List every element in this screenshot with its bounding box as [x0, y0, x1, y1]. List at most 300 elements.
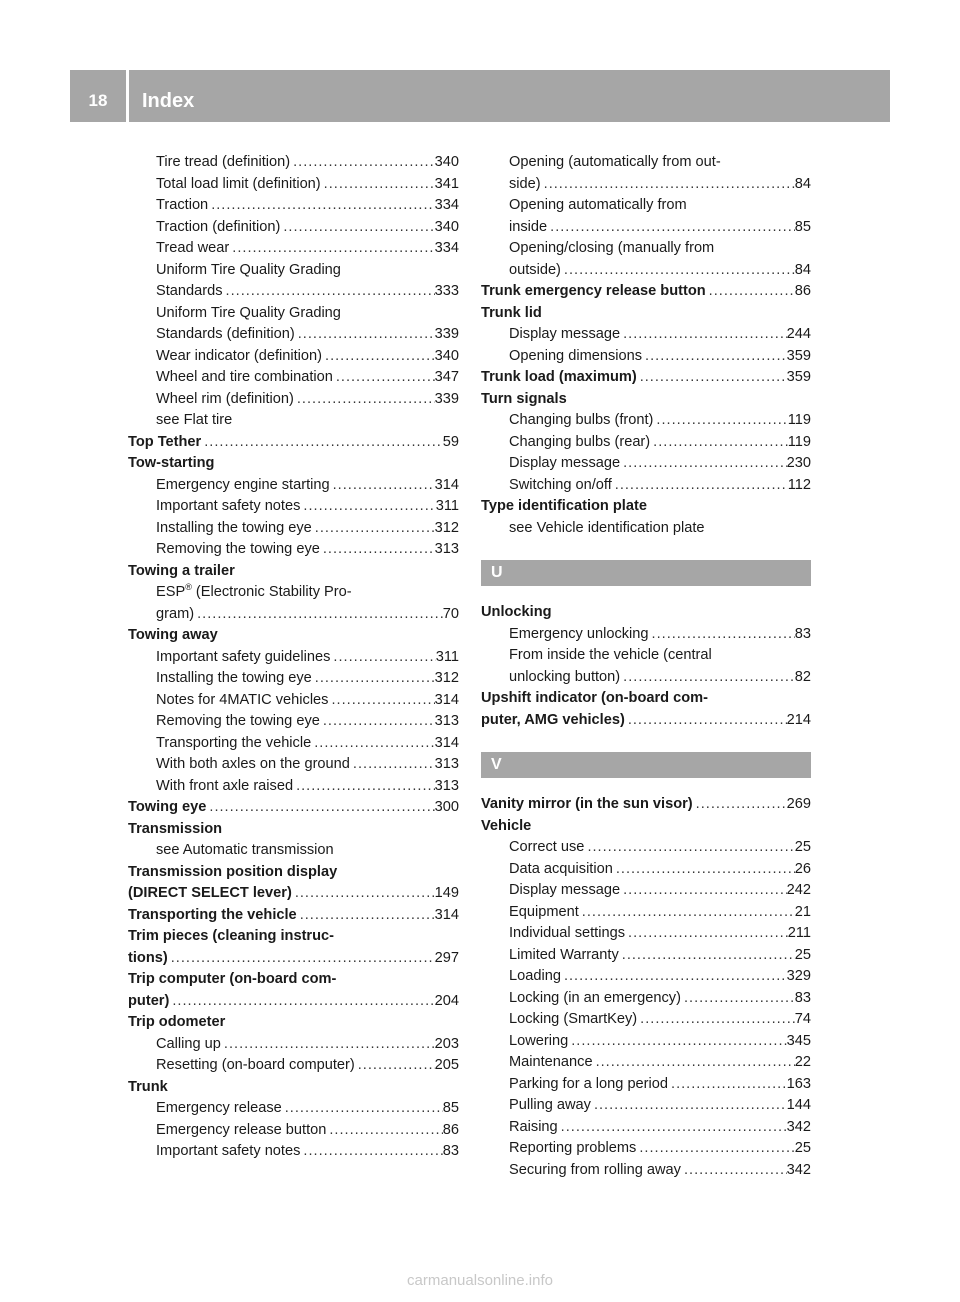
index-subentry — [481, 195, 811, 217]
entry-text: Individual settings — [509, 925, 626, 941]
index-subentry — [128, 217, 459, 239]
index-subentry — [481, 880, 811, 902]
dot-leader — [169, 991, 434, 1013]
entry-text: Important safety guidelines — [156, 648, 331, 665]
entry-text: Uniform Tire Quality Grading — [156, 304, 341, 321]
entry-text: Switching on/off — [509, 476, 612, 493]
page-reference: 163 — [786, 1075, 811, 1092]
index-entry — [128, 819, 459, 841]
page-reference: 340 — [434, 347, 459, 364]
dot-leader — [282, 1098, 443, 1120]
entry-text: Resetting (on-board computer) — [156, 1057, 355, 1073]
index-subentry — [481, 645, 811, 667]
entry-text: Raising — [509, 1118, 558, 1135]
index-subentry — [128, 152, 459, 174]
index-subentry — [128, 840, 459, 862]
page-reference: 342 — [786, 1161, 811, 1178]
entry-text: Notes for 4MATIC vehicles — [156, 691, 329, 708]
index-subentry — [128, 303, 459, 325]
page-reference: 86 — [442, 1121, 459, 1138]
page-reference: 359 — [786, 347, 811, 364]
index-subentry — [481, 324, 811, 346]
index-subentry — [481, 518, 811, 540]
index-entry — [128, 905, 459, 927]
dot-leader — [330, 647, 435, 669]
entry-text: Wear indicator (definition) — [156, 347, 323, 364]
index-subentry — [481, 1160, 811, 1182]
dot-leader — [221, 1034, 435, 1056]
dot-leader — [541, 174, 795, 196]
page-reference: 314 — [434, 906, 459, 923]
page-reference: 314 — [434, 734, 459, 751]
page-reference: 149 — [434, 885, 459, 901]
page-reference: 214 — [786, 711, 811, 728]
page-reference: 84 — [794, 175, 811, 192]
dot-leader — [208, 195, 434, 217]
page-reference: 112 — [787, 476, 811, 493]
dot-leader — [620, 880, 787, 902]
entry-text: Towing a trailer — [128, 562, 235, 579]
dot-leader — [613, 859, 795, 881]
page-reference: 269 — [786, 796, 811, 812]
page-reference: 314 — [434, 476, 459, 493]
dot-leader — [297, 905, 435, 927]
entry-text: Display message — [509, 455, 621, 471]
entry-text: Turn signals — [481, 390, 567, 407]
index-subentry — [128, 733, 459, 755]
index-entry — [481, 602, 811, 624]
dot-leader — [223, 281, 435, 303]
page-reference: 82 — [794, 668, 811, 685]
dot-leader — [300, 496, 435, 518]
index-column-left — [128, 152, 459, 1163]
entry-text: Type identification plate — [481, 498, 647, 514]
entry-text: Display message — [509, 326, 621, 342]
dot-leader — [568, 1031, 786, 1053]
index-subentry — [481, 152, 811, 174]
page-reference: 359 — [786, 369, 811, 385]
entry-text: Vanity mirror (in the sun visor) — [481, 796, 693, 812]
entry-text: gram) — [156, 605, 195, 622]
index-subentry — [128, 346, 459, 368]
index-entry — [128, 926, 459, 948]
page-reference: 339 — [434, 326, 459, 342]
entry-text: Top Tether — [128, 433, 202, 450]
index-subentry — [481, 217, 811, 239]
page-reference: 119 — [787, 412, 811, 428]
entry-text: Reporting problems — [509, 1140, 637, 1156]
page-reference: 313 — [434, 777, 459, 794]
page-reference: 86 — [794, 283, 811, 299]
dot-leader — [619, 945, 795, 967]
entry-text: Removing the towing eye — [156, 541, 320, 557]
index-entry — [128, 797, 459, 819]
dot-leader — [561, 260, 795, 282]
entry-text: Loading — [509, 968, 561, 984]
entry-text-prefix: ESP — [156, 584, 186, 600]
dot-leader — [620, 667, 795, 689]
entry-text: Emergency engine starting — [156, 476, 330, 493]
index-subentry — [128, 260, 459, 282]
page-reference: 314 — [434, 691, 459, 708]
index-subentry — [481, 410, 811, 432]
index-subentry — [481, 453, 811, 475]
index-subentry — [481, 859, 811, 881]
index-subentry — [128, 1141, 459, 1163]
index-subentry — [481, 1009, 811, 1031]
entry-text: Changing bulbs (front) — [509, 412, 654, 428]
index-subentry — [481, 624, 811, 646]
page-reference: 211 — [787, 925, 811, 941]
entry-text: Towing eye — [128, 799, 207, 815]
index-entry — [128, 432, 459, 454]
page-reference: 340 — [434, 154, 459, 170]
entry-text-suffix: (Electronic Stability Pro- — [191, 584, 352, 600]
entry-text: Transporting the vehicle — [156, 734, 312, 751]
entry-text: Opening dimensions — [509, 347, 643, 364]
dot-leader — [706, 281, 795, 303]
entry-text: unlocking button) — [509, 668, 621, 685]
entry-text: Trip odometer — [128, 1014, 226, 1030]
dot-leader — [612, 475, 788, 497]
page-reference: 329 — [786, 968, 811, 984]
page-reference: 83 — [794, 625, 811, 642]
index-subentry — [481, 966, 811, 988]
index-entry — [481, 389, 811, 411]
dot-leader — [322, 346, 435, 368]
index-subentry — [481, 923, 811, 945]
page-reference: 119 — [787, 433, 811, 450]
page-reference: 85 — [442, 1100, 459, 1116]
entry-text: Limited Warranty — [509, 946, 619, 963]
entry-text: Total load limit (definition) — [156, 175, 321, 192]
dot-leader — [681, 988, 795, 1010]
entry-text: Standards — [156, 283, 223, 299]
entry-text: Wheel and tire combination — [156, 369, 333, 385]
index-subentry — [128, 410, 459, 432]
entry-text: With both axles on the ground — [156, 756, 350, 772]
entry-text: Securing from rolling away — [509, 1161, 681, 1178]
entry-text: Important safety notes — [156, 498, 301, 514]
index-subentry — [481, 174, 811, 196]
entry-text: Emergency release — [156, 1100, 282, 1116]
entry-text: Unlocking — [481, 604, 552, 620]
entry-text: Maintenance — [509, 1054, 593, 1070]
page-reference: 203 — [434, 1035, 459, 1052]
entry-text: Correct use — [509, 839, 585, 855]
page-reference: 311 — [435, 498, 459, 514]
dot-leader — [206, 797, 434, 819]
index-subentry — [481, 260, 811, 282]
index-entry — [128, 883, 459, 905]
index-entry — [128, 969, 459, 991]
index-subentry — [481, 432, 811, 454]
page-reference: 312 — [434, 519, 459, 536]
page-reference: 26 — [794, 860, 811, 877]
page-reference: 85 — [794, 218, 811, 235]
entry-text: Tow-starting — [128, 455, 215, 471]
dot-leader — [681, 1160, 787, 1182]
entry-text: Upshift indicator (on-board com- — [481, 690, 709, 706]
page-reference: 59 — [442, 433, 459, 450]
index-subentry — [128, 604, 459, 626]
index-subentry — [481, 238, 811, 260]
dot-leader — [300, 1141, 442, 1163]
index-subentry — [481, 346, 811, 368]
index-subentry — [481, 902, 811, 924]
dot-leader — [333, 367, 435, 389]
page-reference: 84 — [794, 261, 811, 278]
page-header — [70, 70, 890, 122]
index-subentry — [481, 988, 811, 1010]
dot-leader — [636, 1138, 794, 1160]
section-title: Index — [142, 90, 195, 112]
page-reference: 313 — [434, 713, 459, 729]
index-entry — [128, 1012, 459, 1034]
page-reference: 74 — [794, 1011, 811, 1027]
page-number: 18 — [88, 91, 108, 110]
entry-text: Lowering — [509, 1032, 569, 1049]
page-reference: 70 — [442, 605, 459, 622]
index-subentry — [128, 668, 459, 690]
page-reference: 340 — [434, 218, 459, 235]
page-reference: 345 — [786, 1032, 811, 1049]
page-reference: 244 — [786, 326, 811, 342]
entry-text: Changing bulbs (rear) — [509, 433, 651, 450]
entry-text: Tread wear — [156, 240, 230, 256]
index-subentry — [481, 475, 811, 497]
entry-text: Opening/closing (manually from — [509, 240, 715, 256]
index-subentry — [128, 1055, 459, 1077]
index-entry — [128, 561, 459, 583]
dot-leader — [293, 776, 435, 798]
index-subentry — [481, 1031, 811, 1053]
index-subentry — [128, 1120, 459, 1142]
dot-leader — [201, 432, 443, 454]
index-subentry — [128, 389, 459, 411]
index-subentry — [128, 754, 459, 776]
watermark: carmanualsonline.info — [407, 1272, 553, 1289]
entry-text: inside — [509, 218, 548, 235]
index-entry — [481, 794, 811, 816]
entry-text: Tire tread (definition) — [156, 154, 291, 170]
entry-text: see Flat tire — [156, 412, 233, 428]
index-subentry — [128, 195, 459, 217]
entry-text: Transporting the vehicle — [128, 906, 297, 923]
entry-text: Uniform Tire Quality Grading — [156, 261, 341, 278]
dot-leader — [620, 324, 787, 346]
index-subentry — [128, 647, 459, 669]
page-reference: 342 — [786, 1118, 811, 1135]
dot-leader — [328, 690, 434, 712]
index-subentry — [128, 776, 459, 798]
index-subentry — [481, 1117, 811, 1139]
page-reference: 25 — [794, 946, 811, 963]
index-subentry — [128, 1098, 459, 1120]
page-reference: 25 — [794, 839, 811, 855]
dot-leader — [649, 624, 795, 646]
page-reference: 300 — [434, 799, 459, 815]
index-entry — [128, 625, 459, 647]
dot-leader — [693, 794, 787, 816]
entry-text: Trim pieces (cleaning instruc- — [128, 928, 334, 944]
page-reference: 312 — [434, 670, 459, 686]
entry-text: Emergency release button — [156, 1121, 327, 1138]
entry-text: Removing the towing eye — [156, 713, 320, 729]
page-reference: 83 — [442, 1143, 459, 1159]
registered-mark: ® — [185, 582, 192, 592]
page-reference: 313 — [434, 756, 459, 772]
entry-text: From inside the vehicle (central — [509, 647, 712, 663]
entry-text: Calling up — [156, 1035, 221, 1052]
page-reference: 347 — [434, 369, 459, 385]
dot-leader — [561, 966, 787, 988]
dot-leader — [620, 453, 787, 475]
index-subentry — [128, 1034, 459, 1056]
page-reference: 230 — [786, 455, 811, 471]
dot-leader — [326, 1120, 442, 1142]
entry-text: Transmission position display — [128, 863, 338, 880]
dot-leader — [294, 389, 435, 411]
dot-leader — [295, 324, 435, 346]
page-reference: 297 — [434, 949, 459, 966]
entry-text: side) — [509, 175, 541, 192]
index-subentry — [128, 238, 459, 260]
entry-text: Pulling away — [509, 1097, 591, 1113]
dot-leader — [320, 711, 435, 733]
dot-leader — [312, 668, 435, 690]
index-entry — [481, 303, 811, 325]
index-subentry — [128, 324, 459, 346]
entry-text: Transmission — [128, 820, 223, 837]
index-entry — [481, 367, 811, 389]
entry-text: Display message — [509, 882, 621, 898]
index-subentry — [481, 1052, 811, 1074]
index-entry — [481, 281, 811, 303]
entry-text: puter) — [128, 992, 170, 1009]
index-subentry — [128, 281, 459, 303]
index-subentry — [481, 667, 811, 689]
entry-text: puter, AMG vehicles) — [481, 711, 625, 728]
entry-text: (DIRECT SELECT lever) — [128, 885, 292, 901]
index-entry — [128, 862, 459, 884]
page-reference: 311 — [435, 648, 459, 665]
entry-text: Vehicle — [481, 817, 532, 834]
page-reference: 333 — [434, 283, 459, 299]
entry-text: Equipment — [509, 903, 579, 920]
index-entry — [128, 948, 459, 970]
entry-text: Locking (SmartKey) — [509, 1011, 638, 1027]
dot-leader — [168, 948, 435, 970]
index-entry — [128, 453, 459, 475]
index-subentry — [481, 945, 811, 967]
dot-leader — [625, 923, 788, 945]
page-reference: 334 — [434, 240, 459, 256]
entry-text: see Vehicle identification plate — [509, 519, 705, 536]
entry-text: Opening automatically from — [509, 197, 687, 213]
entry-text: Opening (automatically from out- — [509, 154, 721, 170]
index-column-right — [481, 152, 811, 1181]
dot-leader — [280, 217, 434, 239]
index-subentry — [128, 496, 459, 518]
index-subentry — [128, 174, 459, 196]
dot-leader — [591, 1095, 787, 1117]
entry-text: Traction — [156, 197, 209, 213]
page-reference: 341 — [434, 175, 459, 192]
page-reference: 204 — [434, 992, 459, 1009]
dot-leader — [321, 174, 435, 196]
page-reference: 22 — [794, 1054, 811, 1070]
dot-leader — [668, 1074, 787, 1096]
entry-text: Towing away — [128, 627, 218, 643]
dot-leader — [355, 1055, 435, 1077]
dot-leader — [320, 539, 435, 561]
entry-text: tions) — [128, 949, 168, 966]
entry-text: see Automatic transmission — [156, 842, 334, 858]
page-reference: 25 — [794, 1140, 811, 1156]
entry-text: With front axle raised — [156, 777, 294, 794]
index-entry — [481, 816, 811, 838]
dot-leader — [350, 754, 435, 776]
index-subentry — [128, 367, 459, 389]
index-subentry — [481, 837, 811, 859]
entry-text: Traction (definition) — [156, 218, 281, 235]
entry-text — [156, 582, 352, 604]
index-entry — [481, 710, 811, 732]
dot-leader — [584, 837, 794, 859]
index-subentry — [481, 1074, 811, 1096]
dot-leader — [229, 238, 434, 260]
index-entry — [481, 496, 811, 518]
index-subentry — [128, 582, 459, 604]
entry-text: Important safety notes — [156, 1143, 301, 1159]
dot-leader — [593, 1052, 795, 1074]
dot-leader — [653, 410, 787, 432]
dot-leader — [547, 217, 795, 239]
index-entry — [128, 991, 459, 1013]
index-subentry — [128, 539, 459, 561]
page-reference: 144 — [786, 1097, 811, 1113]
dot-leader — [642, 346, 787, 368]
entry-text: Data acquisition — [509, 860, 613, 877]
dot-leader — [637, 1009, 795, 1031]
entry-text: Trunk emergency release button — [481, 283, 706, 299]
dot-leader — [637, 367, 787, 389]
header-divider — [126, 70, 129, 122]
page-reference: 313 — [434, 541, 459, 557]
entry-text: Installing the towing eye — [156, 670, 312, 686]
dot-leader — [311, 733, 434, 755]
index-subentry — [481, 1138, 811, 1160]
page-reference: 21 — [794, 903, 811, 920]
entry-text: Standards (definition) — [156, 326, 295, 342]
page-reference: 339 — [434, 390, 459, 407]
index-entry — [481, 688, 811, 710]
dot-leader — [558, 1117, 787, 1139]
entry-text: Wheel rim (definition) — [156, 390, 294, 407]
index-subentry — [481, 1095, 811, 1117]
entry-text: outside) — [509, 261, 561, 278]
page-reference: 242 — [786, 882, 811, 898]
dot-leader — [625, 710, 787, 732]
index-subentry — [128, 690, 459, 712]
entry-text: Trunk load (maximum) — [481, 369, 637, 385]
index-subentry — [128, 475, 459, 497]
index-letter-heading: V — [481, 752, 811, 778]
entry-text: Parking for a long period — [509, 1075, 669, 1092]
entry-text: Emergency unlocking — [509, 625, 649, 642]
entry-text: Locking (in an emergency) — [509, 989, 681, 1006]
